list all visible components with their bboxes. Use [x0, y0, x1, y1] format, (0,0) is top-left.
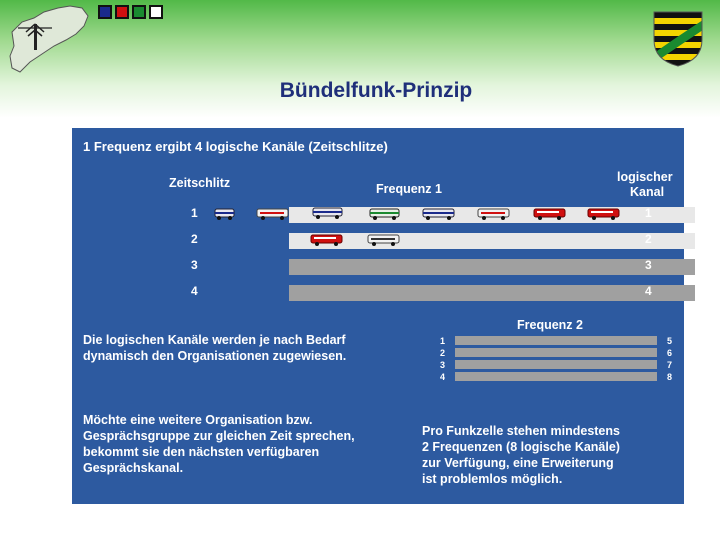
- trunking-panel: [72, 128, 684, 504]
- saxony-coat-of-arms-icon: [652, 10, 704, 68]
- square-red: [115, 5, 129, 19]
- channel-bar-3: [289, 259, 695, 275]
- ambulance-icon: [256, 207, 290, 221]
- cell-capacity-text-line: ist problemlos möglich.: [422, 472, 563, 486]
- f2-channel-number: 5: [667, 336, 673, 346]
- fire-truck-icon: [533, 207, 567, 221]
- f2-channel-bar: [455, 360, 657, 369]
- slot-number: 3: [191, 258, 198, 272]
- slot-number: 2: [191, 232, 198, 246]
- slot-number: 4: [191, 284, 198, 298]
- ambulance-icon: [367, 233, 401, 247]
- cell-capacity-text-line: Pro Funkzelle stehen mindestens: [422, 424, 620, 438]
- frequenz1-label: Frequenz 1: [376, 182, 442, 196]
- additional-org-text-line: Gesprächsgruppe zur gleichen Zeit sprechen,: [83, 429, 355, 443]
- square-blue: [98, 5, 112, 19]
- additional-org-text-line: Möchte eine weitere Organisation bzw.: [83, 413, 313, 427]
- kanal-label: Kanal: [630, 185, 665, 199]
- dynamic-text-line: dynamisch den Organisationen zugewiesen.: [83, 349, 347, 363]
- channel-bar-2: [289, 233, 695, 249]
- additional-org-text-line: Gesprächskanal.: [83, 461, 184, 475]
- f2-channel-bar: [455, 348, 657, 357]
- dynamic-text-line: Die logischen Kanäle werden je nach Bedarf: [83, 333, 346, 347]
- page-title: Bündelfunk-Prinzip: [279, 79, 473, 102]
- frequenz2-label: Frequenz 2: [517, 318, 583, 332]
- channel-number: 2: [645, 232, 652, 246]
- fire-truck-icon: [587, 207, 621, 221]
- f2-channel-number: 6: [667, 348, 673, 358]
- f2-channel-number: 8: [667, 372, 673, 382]
- zeitschlitz-label: Zeitschlitz: [169, 176, 231, 190]
- cell-capacity-text-line: 2 Frequenzen (8 logische Kanäle): [422, 440, 620, 454]
- channel-number: 1: [645, 206, 652, 220]
- f2-slot-number: 4: [440, 372, 446, 382]
- f2-slot-number: 1: [440, 336, 446, 346]
- fire-truck-icon: [310, 233, 344, 247]
- ambulance-icon: [477, 207, 511, 221]
- police-van-icon: [214, 207, 236, 221]
- saxony-map-logo: [4, 2, 92, 76]
- panel-heading: 1 Frequenz ergibt 4 logische Kanäle (Zeitschlitze): [83, 139, 388, 154]
- square-green: [132, 5, 146, 19]
- police-van-icon: [422, 207, 456, 221]
- color-squares: [98, 5, 163, 19]
- f2-channel-bar: [455, 336, 657, 345]
- f2-slot-number: 2: [440, 348, 446, 358]
- cell-capacity-text-line: zur Verfügung, eine Erweiterung: [422, 456, 614, 470]
- f2-slot-number: 3: [440, 360, 446, 370]
- square-white: [149, 5, 163, 19]
- police-van-icon: [312, 206, 344, 220]
- f2-channel-bar: [455, 372, 657, 381]
- police-car-green-icon: [369, 207, 401, 221]
- f2-channel-number: 7: [667, 360, 673, 370]
- channel-bar-4: [289, 285, 695, 301]
- logischer-label: logischer: [617, 170, 673, 184]
- channel-number: 3: [645, 258, 652, 272]
- slot-number: 1: [191, 206, 198, 220]
- channel-number: 4: [645, 284, 652, 298]
- additional-org-text-line: bekommt sie den nächsten verfügbaren: [83, 445, 320, 459]
